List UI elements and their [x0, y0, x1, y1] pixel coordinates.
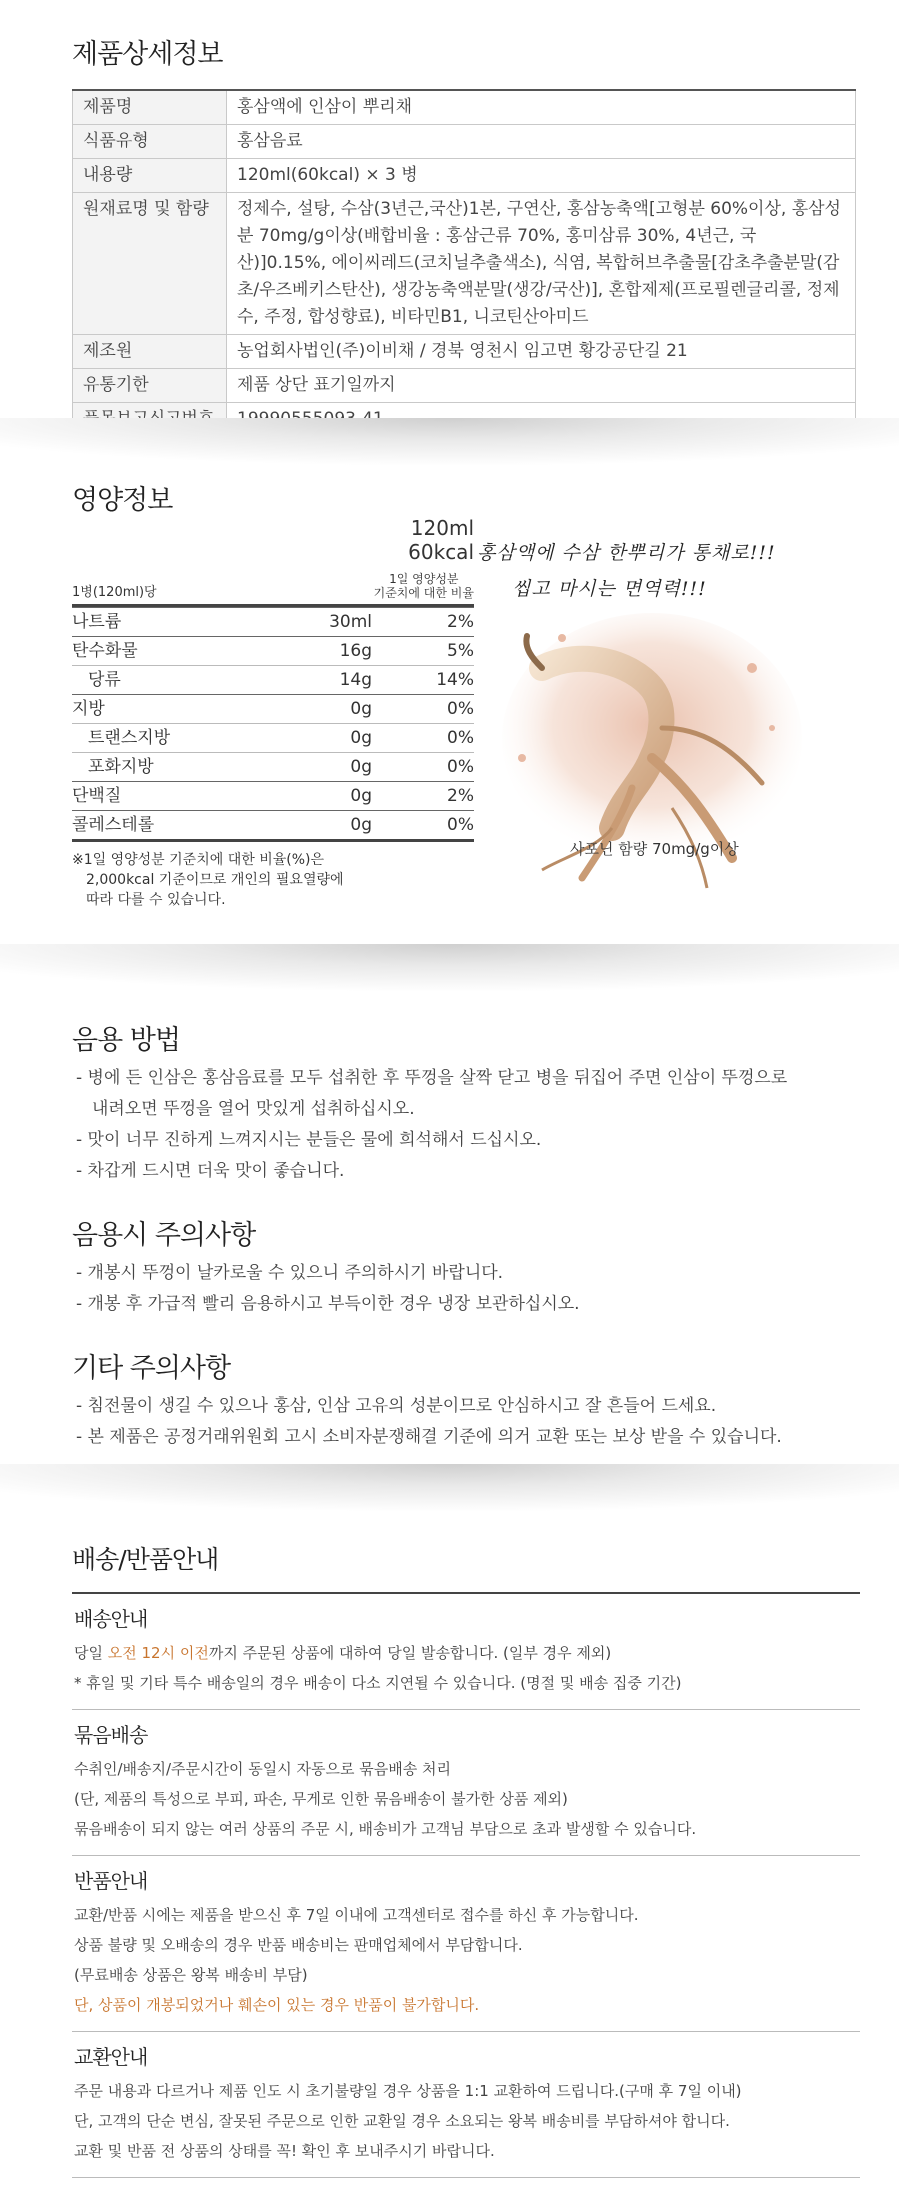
delivery-section [72, 1540, 860, 2178]
nutrient-row [72, 781, 474, 810]
dv-header [374, 572, 474, 600]
nutrient-name: 포화지방 [88, 757, 154, 777]
row-value: 120ml(60kcal) × 3 병 [227, 159, 856, 193]
nutrient-amount: 0g [350, 699, 372, 719]
nutrient-pct: 2% [447, 612, 474, 632]
dv-header-2: 기준치에 대한 비율 [373, 586, 474, 600]
row-value: 홍삼음료 [227, 125, 856, 159]
footnote-line-3: 따라 다를 수 있습니다. [86, 892, 226, 908]
nutrient-pct: 0% [447, 699, 474, 719]
footnote-line-1: ※1일 영양성분 기준치에 대한 비율(%)은 [72, 852, 325, 868]
dv-header-1: 1일 영양성분 [389, 572, 459, 586]
nutrient-amount: 0g [350, 786, 372, 806]
method-title: 음용 방법 [72, 1025, 180, 1056]
nutrient-row [72, 752, 474, 781]
nutrient-name: 탄수화물 [72, 641, 138, 661]
caution-line: - 개봉시 뚜껑이 날카로울 수 있으니 주의하시기 바랍니다. [76, 1263, 504, 1283]
row-value: 정제수, 설탕, 수삼(3년근,국산)1본, 구연산, 홍삼농축액[고형분 60%이상, 홍삼성분 70mg/g이상(배합비율 : 홍삼근류 70%, 홍미삼류 30%, 4년근, 국산)]0.15%, 에이씨레드(코치닐추출색소), 식염, 복합허브추출물[감초추출분말(감초/우즈베키스탄산), 생강농축액분말(생강/국산)], 혼합제제(프로필렌글리콜, 정제수, 주정, 합성향료), 비타민B1, 니코틴산아미드 [227, 193, 856, 335]
nutrient-amount: 0g [350, 815, 372, 835]
row-key: 원재료명 및 함량 [73, 193, 227, 335]
exchange-line: 단, 고객의 단순 변심, 잘못된 주문으로 인한 교환일 경우 소요되는 왕복 배송비를 부담하셔야 합니다. [74, 2112, 730, 2130]
caution-list [76, 1258, 872, 1320]
nutrition-title: 영양정보 [72, 485, 173, 516]
nutrient-pct: 2% [447, 786, 474, 806]
ginseng-caption-2: 씹고 마시는 면역력!!! [512, 578, 707, 600]
row-key: 제품명 [73, 90, 227, 125]
method-line: 내려오면 뚜껑을 열어 맛있게 섭취하십시오. [92, 1099, 415, 1119]
nutrient-amount: 0g [350, 728, 372, 748]
other-caution-line: - 본 제품은 공정거래위원회 고시 소비자분쟁해결 기준에 의거 교환 또는 보상 받을 수 있습니다. [76, 1427, 782, 1447]
nutrient-row [72, 636, 474, 665]
exchange-block [72, 2032, 860, 2178]
row-value: 농업회사법인(주)이비채 / 경북 영천시 임고면 황강공단길 21 [227, 335, 856, 369]
section-divider [0, 944, 899, 992]
nutrient-row [72, 694, 474, 723]
delivery-title: 배송/반품안내 [72, 1545, 219, 1574]
nutrient-name: 당류 [88, 670, 121, 690]
method-line: - 맛이 너무 진하게 느껴지시는 분들은 물에 희석해서 드십시오. [76, 1130, 542, 1150]
shipping-cutoff-highlight: 오전 12시 이전 [107, 1644, 209, 1662]
product-info-title: 제품상세정보 [72, 39, 223, 70]
bundle-text [74, 1754, 858, 1844]
usage-section [72, 1018, 872, 1479]
return-line: 상품 불량 및 오배송의 경우 반품 배송비는 판매업체에서 부담합니다. [74, 1936, 523, 1954]
nutrition-section [72, 478, 872, 908]
product-info-table [72, 89, 856, 438]
other-caution-title: 기타 주의사항 [72, 1353, 231, 1384]
nutrient-pct: 0% [447, 757, 474, 777]
nutrition-table [72, 516, 474, 910]
method-line: - 차갑게 드시면 더욱 맛이 좋습니다. [76, 1161, 345, 1181]
row-key: 식품유형 [73, 125, 227, 159]
nutrient-row [72, 665, 474, 694]
shipping-block [72, 1594, 860, 1710]
nutrient-amount: 16g [339, 641, 372, 661]
row-value: 홍삼액에 인삼이 뿌리채 [227, 90, 856, 125]
nutrient-name: 지방 [72, 699, 105, 719]
caution-title: 음용시 주의사항 [72, 1220, 256, 1251]
nutrient-pct: 14% [436, 670, 474, 690]
return-line: (무료배송 상품은 왕복 배송비 부담) [74, 1966, 308, 1984]
nutrient-name: 나트륨 [72, 612, 122, 632]
table-row [73, 335, 856, 369]
other-caution-list [76, 1391, 872, 1453]
bundle-line: 수취인/배송지/주문시간이 동일시 자동으로 묶음배송 처리 [74, 1760, 451, 1778]
nutrient-amount: 14g [339, 670, 372, 690]
nutrient-pct: 5% [447, 641, 474, 661]
table-row [73, 125, 856, 159]
shipping-line-1-pre: 당일 [74, 1644, 108, 1662]
return-title: 반품안내 [74, 1869, 148, 1893]
bundle-block [72, 1710, 860, 1856]
section-divider [0, 418, 899, 466]
bundle-line: 묶음배송이 되지 않는 여러 상품의 주문 시, 배송비가 고객님 부담으로 초과 발생할 수 있습니다. [74, 1820, 697, 1838]
method-list [76, 1063, 872, 1187]
nutrition-footnote [72, 850, 474, 910]
nutrition-subheader [72, 564, 474, 607]
exchange-line: 교환 및 반품 전 상품의 상태를 꼭! 확인 후 보내주시기 바랍니다. [74, 2142, 495, 2160]
footnote-line-2: 2,000kcal 기준이므로 개인의 필요열량에 [86, 872, 344, 888]
nutrient-amount: 30ml [329, 612, 372, 632]
exchange-title: 교환안내 [74, 2045, 148, 2069]
return-block [72, 1856, 860, 2032]
nutrition-table-bottom-rule [72, 839, 474, 842]
saponin-content-label: 사포닌 함량 70mg/g이상 [570, 840, 739, 858]
nutrient-row [72, 607, 474, 636]
nutrient-name: 단백질 [72, 786, 122, 806]
table-row [73, 159, 856, 193]
return-warning-line: 단, 상품이 개봉되었거나 훼손이 있는 경우 반품이 불가합니다. [74, 1996, 480, 2014]
shipping-line-2: * 휴일 및 기타 특수 배송일의 경우 배송이 다소 지연될 수 있습니다. (명절 및 배송 집중 기간) [74, 1674, 682, 1692]
section-divider [0, 1464, 899, 1512]
nutrient-name: 트랜스지방 [88, 728, 171, 748]
bundle-line: (단, 제품의 특성으로 부피, 파손, 무게로 인한 묶음배송이 불가한 상품 제외) [74, 1790, 568, 1808]
method-line: - 병에 든 인삼은 홍삼음료를 모두 섭취한 후 뚜껑을 살짝 닫고 병을 뒤집어 주면 인삼이 뚜껑으로 [76, 1068, 788, 1088]
ginseng-caption-1: 홍삼액에 수삼 한뿌리가 통채로!!! [477, 542, 776, 564]
other-caution-line: - 침전물이 생길 수 있으나 홍삼, 인삼 고유의 성분이므로 안심하시고 잘 흔들어 드세요. [76, 1396, 717, 1416]
exchange-line: 주문 내용과 다르거나 제품 인도 시 초기불량일 경우 상품을 1:1 교환하여 드립니다.(구매 후 7일 이내) [74, 2082, 742, 2100]
nutrient-name: 콜레스테롤 [72, 815, 155, 835]
row-value: 제품 상단 표기일까지 [227, 369, 856, 403]
per-serving-label: 1병(120ml)당 [72, 585, 157, 600]
return-text [74, 1900, 858, 2020]
nutrient-amount: 0g [350, 757, 372, 777]
shipping-title: 배송안내 [74, 1607, 148, 1631]
table-row [73, 193, 856, 335]
table-row [73, 369, 856, 403]
shipping-line-1-post: 까지 주문된 상품에 대하여 당일 발송합니다. (일부 경우 제외) [208, 1644, 612, 1662]
nutrient-pct: 0% [447, 815, 474, 835]
serving-kcal: 60kcal [408, 540, 474, 564]
table-row [73, 90, 856, 125]
caution-line: - 개봉 후 가급적 빨리 음용하시고 부득이한 경우 냉장 보관하십시오. [76, 1294, 580, 1314]
row-key: 내용량 [73, 159, 227, 193]
shipping-line-1 [74, 1638, 858, 1668]
row-key: 유통기한 [73, 369, 227, 403]
nutrient-row [72, 723, 474, 752]
serving-ml: 120ml [410, 516, 474, 540]
shipping-text [74, 1638, 858, 1698]
nutrient-row [72, 810, 474, 839]
product-info-section [72, 32, 856, 438]
bundle-title: 묶음배송 [74, 1723, 148, 1747]
return-line: 교환/반품 시에는 제품을 받으신 후 7일 이내에 고객센터로 접수를 하신 후 가능합니다. [74, 1906, 639, 1924]
nutrient-pct: 0% [447, 728, 474, 748]
row-key: 제조원 [73, 335, 227, 369]
exchange-text [74, 2076, 858, 2166]
